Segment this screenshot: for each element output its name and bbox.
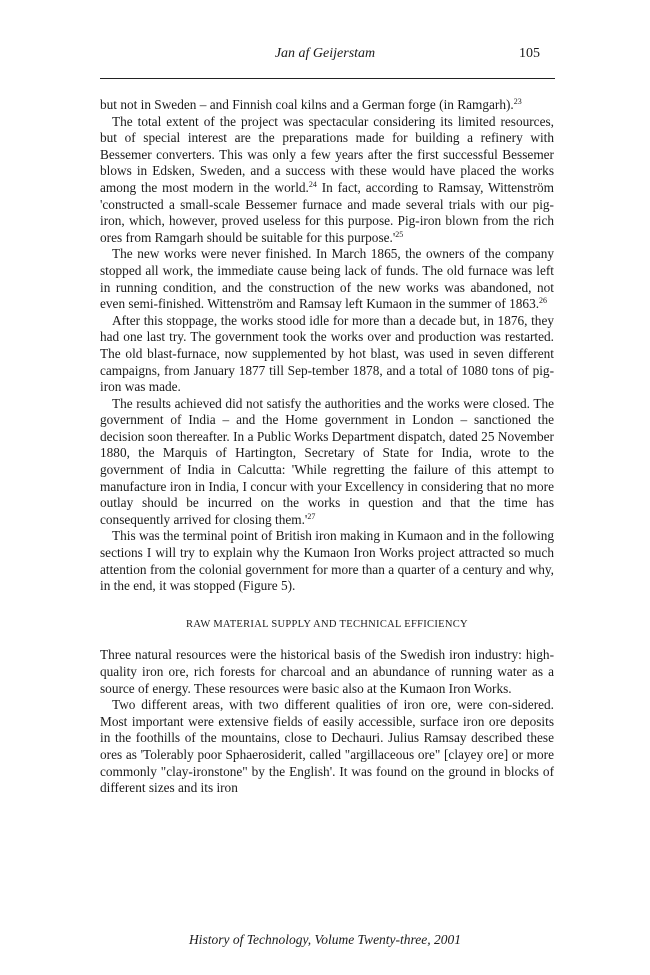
footnote-ref: 23 <box>513 97 522 106</box>
paragraph <box>100 313 554 396</box>
paragraph-text: The new works were never finished. In March 1865, the owners of the company stopped all work, the immediate cause being lack of funds. The old furnace was left in running condition, and the construction of the new works was abandoned, not even semi-finished. Wittenström and Ramsay left Kumaon in the summer of 1863. <box>100 246 554 312</box>
paragraph-text: The total extent of the project was spectacular considering its limited resources, but of special interest are the preparations made for building a refinery with Bessemer converters. This was only a few years after the first successful Bessemer blows in Edsken, Sweden, and a success with these would have placed the works among the most modern in the world. <box>100 113 554 195</box>
section-heading: RAW MATERIAL SUPPLY AND TECHNICAL EFFICIENCY <box>186 618 468 630</box>
paragraph-text: Two different areas, with two different qualities of iron ore, were con-sidered. Most important were extensive fields of easily accessible, surface iron ore deposits in the foothills of the mountains, close to Dechauri. Julius Ramsay described these ores as 'Tolerably poor Sphaerosiderit, called "argillaceous ore" [clayey ore] or more commonly "clay-ironstone" by the English'. It was found on the ground in blocks of different sizes and its iron <box>100 697 554 796</box>
running-title: Jan af Geijerstam <box>274 46 376 61</box>
paragraph <box>100 396 554 529</box>
paragraph-text: The results achieved did not satisfy the authorities and the works were closed. The government of India – and the Home government in London – sanctioned the decision soon thereafter. In a Public Works Department dispatch, dated 25 November 1880, the Marquis of Hartington, Secretary of State for India, wrote to the government of India in Calcutta: 'While regretting the failure of this attempt to manufacture iron in India, I concur with your Excellency in considering that no more outlay should be incurred on the works in question and that the time has consequently arrived for closing them.' <box>100 395 554 527</box>
paragraph <box>100 697 554 797</box>
header-rule <box>100 78 555 79</box>
article-body <box>100 97 554 797</box>
page-number: 105 <box>519 46 540 61</box>
paragraph-text: In fact, according to Ramsay, Wittenström 'constructed a small-scale Bessemer furnace and made several trials with our pig-iron, which, however, proved useless for this purpose. Pig-iron blown from the rich ores from Ramgarh should be suitable for this purpose.' <box>100 179 554 245</box>
page-footer: History of Technology, Volume Twenty-three, 2001 <box>188 932 462 947</box>
paragraph <box>100 246 554 312</box>
paragraph-text: This was the terminal point of British iron making in Kumaon and in the following sections I will try to explain why the Kumaon Iron Works project attracted so much attention from the colonial government for more than a quarter of a century and why, in the end, it was stopped (Figure 5). <box>100 528 554 594</box>
running-head <box>0 46 650 68</box>
paragraph <box>100 97 554 114</box>
footnote-ref: 27 <box>307 511 316 521</box>
paragraph-text: but not in Sweden – and Finnish coal kilns and a German forge (in Ramgarh). <box>100 97 514 112</box>
paragraph <box>100 114 554 247</box>
paragraph <box>100 647 554 697</box>
footnote-ref: 25 <box>395 229 404 239</box>
paragraph <box>100 528 554 594</box>
footnote-ref: 24 <box>308 179 317 189</box>
paragraph-text: Three natural resources were the historical basis of the Swedish iron industry: high-quality iron ore, rich forests for charcoal and an abundance of running water as a source of energy. These resources were basic also at the Kumaon Iron Works. <box>100 647 554 696</box>
footnote-ref: 26 <box>539 296 548 306</box>
paragraph-text: After this stoppage, the works stood idle for more than a decade but, in 1876, they had one last try. The government took the works over and production was restarted. The old blast-furnace, now supplemented by hot blast, was used in seven different campaigns, from January 1877 till Sep-tember 1878, and a total of 1080 tons of pig-iron was made. <box>100 312 554 395</box>
